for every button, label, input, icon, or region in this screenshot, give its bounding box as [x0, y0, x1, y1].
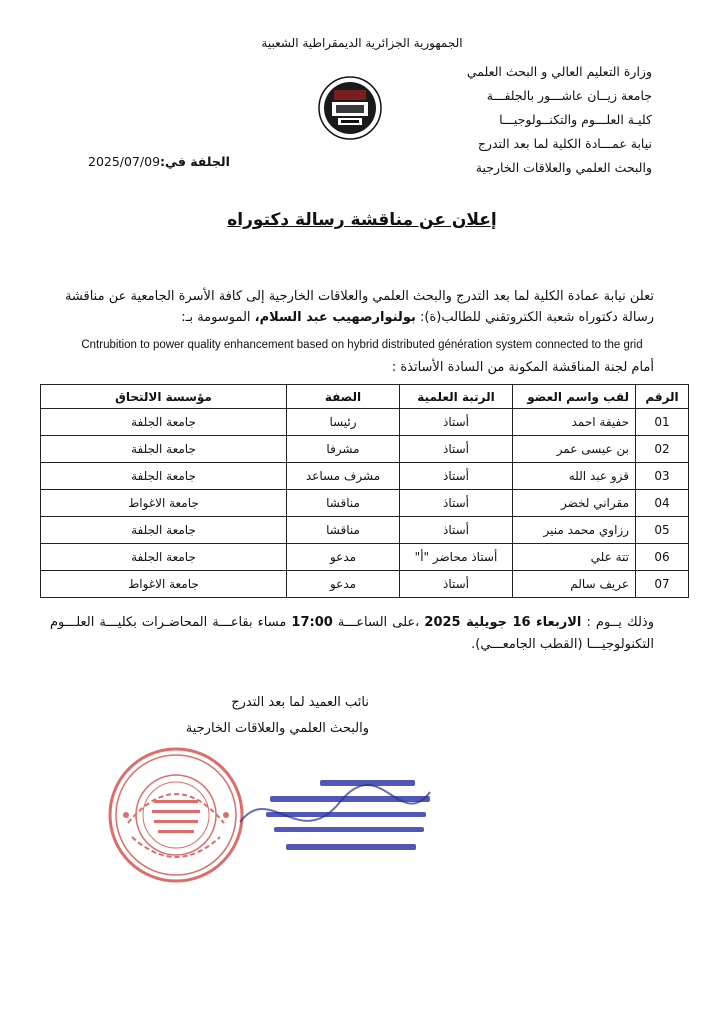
header-role: الصفة: [287, 385, 400, 409]
cell-rank: أستاذ: [400, 517, 513, 544]
defense-time: 17:00: [291, 615, 333, 630]
cell-num: 02: [636, 436, 689, 463]
table-row: [41, 517, 689, 544]
date-value: 2025/07/09: [88, 154, 161, 169]
cell-num: 03: [636, 463, 689, 490]
cell-name: عريف سالم: [513, 571, 636, 598]
page-title: إعلان عن مناقشة رسالة دكتوراه: [227, 210, 497, 230]
cell-role: مدعو: [287, 544, 400, 571]
cell-name: مقراني لخضر: [513, 490, 636, 517]
cell-name: حفيفة احمد: [513, 409, 636, 436]
student-name: بولنوارصهيب عبد السلام،: [254, 310, 416, 325]
table-row: [41, 463, 689, 490]
table-row: [41, 544, 689, 571]
cell-role: مشرف مساعد: [287, 463, 400, 490]
defense-date: الاربعاء 16 جويلية 2025: [424, 615, 582, 630]
cell-num: 01: [636, 409, 689, 436]
signatory-title: نائب العميد لما بعد التدرج: [231, 695, 369, 710]
ministry-block: [467, 60, 652, 180]
cell-institution: جامعة الاغواط: [41, 571, 287, 598]
schedule-suffix: مساء بقاعـــة المحاضـرات بكليـــة العلـــوم: [50, 615, 292, 630]
ministry-line: كليـة العلـــوم والتكنــولوجيـــا: [499, 112, 652, 127]
announcement-paragraph: تعلن نيابة عمادة الكلية لما بعد التدرج والبحث العلمي والعلاقات الخارجية إلى كافة الأسرة الجامعية عن مناقشة: [64, 289, 654, 304]
table-row: [41, 571, 689, 598]
round-stamp-icon: [106, 745, 246, 885]
header-rank: الرتبة العلمية: [400, 385, 513, 409]
cell-rank: أستاذ: [400, 463, 513, 490]
table-row: [41, 436, 689, 463]
cell-num: 05: [636, 517, 689, 544]
cell-rank: أستاذ: [400, 571, 513, 598]
cell-institution: جامعة الجلفة: [41, 463, 287, 490]
university-logo-icon: [318, 76, 382, 140]
cell-rank: أستاذ: [400, 436, 513, 463]
cell-role: مناقشا: [287, 490, 400, 517]
venue-line: التكنولوجيـــا (القطب الجامعـــي).: [471, 637, 654, 652]
schedule-middle: ،على الساعـــة: [332, 615, 425, 630]
jury-table: [40, 384, 689, 598]
cell-num: 04: [636, 490, 689, 517]
cell-name: تتة علي: [513, 544, 636, 571]
cell-institution: جامعة الجلفة: [41, 517, 287, 544]
cell-institution: جامعة الجلفة: [41, 436, 287, 463]
cell-role: مشرفا: [287, 436, 400, 463]
signatory-department: والبحث العلمي والعلاقات الخارجية: [185, 721, 369, 736]
cell-rank: أستاذ: [400, 490, 513, 517]
cell-name: رزاوي محمد منير: [513, 517, 636, 544]
ministry-line: وزارة التعليم العالي و البحث العلمي: [466, 64, 652, 79]
cell-institution: جامعة الجلفة: [41, 409, 287, 436]
header-institution: مؤسسة الالتحاق: [41, 385, 287, 409]
header-num: الرقم: [636, 385, 689, 409]
cell-rank: أستاذ: [400, 409, 513, 436]
cell-name: قزو عبد الله: [513, 463, 636, 490]
republic-heading: الجمهورية الجزائرية الديمقراطية الشعبية: [261, 36, 463, 50]
student-line: [181, 310, 654, 325]
cell-name: بن عيسى عمر: [513, 436, 636, 463]
schedule-line: [50, 610, 654, 636]
cell-num: 06: [636, 544, 689, 571]
cell-rank: أستاذ محاضر "أ": [400, 544, 513, 571]
student-suffix: الموسومة بـ:: [181, 310, 255, 325]
student-prefix: رسالة دكتوراه شعبة الكتروتقني للطالب(ة):: [415, 310, 654, 325]
ministry-line: والبحث العلمي والعلاقات الخارجية: [475, 160, 652, 175]
table-row: [41, 409, 689, 436]
committee-intro: أمام لجنة المناقشة المكونة من السادة الأساتذة :: [391, 360, 654, 375]
header-name: لقب واسم العضو: [513, 385, 636, 409]
cell-role: مناقشا: [287, 517, 400, 544]
cell-institution: جامعة الجلفة: [41, 544, 287, 571]
signature-stamp-icon: [230, 772, 440, 867]
cell-role: رئيسا: [287, 409, 400, 436]
dateline: [88, 154, 230, 169]
thesis-title: Cntrubition to power quality enhancement based on hybrid distributed génération system connected to the grid: [81, 339, 643, 351]
city-label: الجلفة في:: [160, 154, 230, 169]
table-header-row: [41, 385, 689, 409]
cell-role: مدعو: [287, 571, 400, 598]
schedule-prefix: وذلك يــوم :: [581, 615, 654, 630]
ministry-line: جامعة زيــان عاشـــور بالجلفـــة: [486, 88, 652, 103]
cell-institution: جامعة الاغواط: [41, 490, 287, 517]
ministry-line: نيابة عمـــادة الكلية لما بعد التدرج: [477, 136, 652, 151]
table-row: [41, 490, 689, 517]
cell-num: 07: [636, 571, 689, 598]
